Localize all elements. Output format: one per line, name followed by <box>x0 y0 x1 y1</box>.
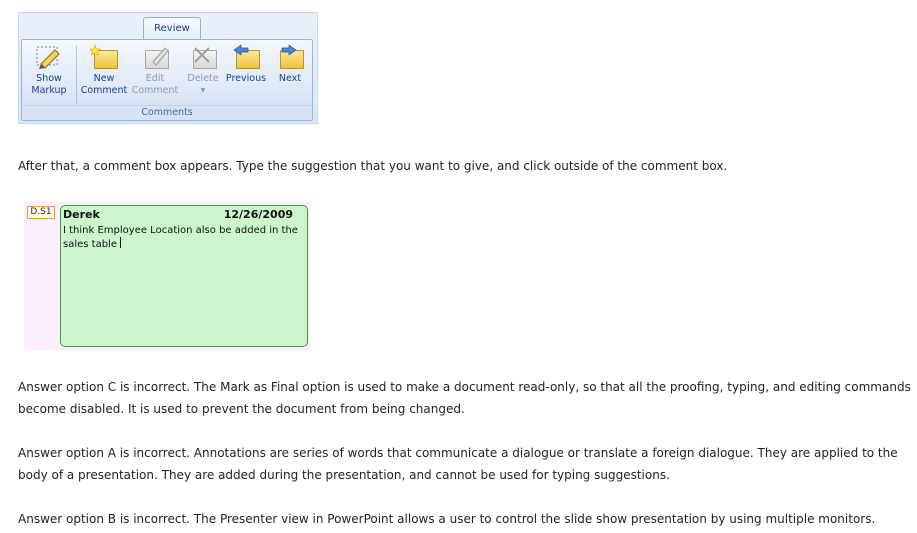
next-comment-button[interactable] <box>272 44 308 104</box>
previous-comment-button[interactable] <box>224 44 268 104</box>
edit-comment-line1: Edit <box>145 73 165 84</box>
tab-review[interactable]: Review <box>143 17 201 39</box>
comment-text: I think Employee Location also be added in the sales table <box>63 225 298 250</box>
comment-marker[interactable]: D.S1 <box>27 206 55 219</box>
ribbon-separator <box>76 46 77 104</box>
delete-line1: Delete <box>187 73 219 84</box>
comment-box[interactable] <box>60 205 308 347</box>
review-ribbon <box>18 12 318 124</box>
show-markup-line2: Markup <box>31 85 67 96</box>
next-line1: Next <box>278 73 302 84</box>
new-comment-line2: Comment <box>80 85 128 96</box>
comments-group-label: Comments <box>22 105 312 120</box>
edit-comment-icon <box>141 44 169 70</box>
comment-text-wrapper[interactable] <box>63 224 303 251</box>
edit-comment-button[interactable] <box>130 44 180 104</box>
delete-comment-icon <box>189 44 217 70</box>
delete-dropdown-icon[interactable]: ▾ <box>200 85 206 96</box>
comment-author: Derek <box>63 208 100 221</box>
edit-comment-line2: Comment <box>131 85 179 96</box>
next-comment-icon <box>276 44 304 70</box>
new-comment-button[interactable] <box>80 44 128 104</box>
answer-b-explanation: Answer option B is incorrect. The Presenter view in PowerPoint allows a user to control the slide show presentation by using multiple monitors. <box>18 512 876 526</box>
comment-example <box>24 202 310 350</box>
pen-markup-icon <box>35 44 63 70</box>
new-comment-line1: New <box>93 73 115 84</box>
text-cursor <box>120 237 121 248</box>
delete-comment-button[interactable] <box>182 44 224 104</box>
previous-comment-icon <box>232 44 260 70</box>
answer-c-explanation: Answer option C is incorrect. The Mark as Final option is used to make a document read-only, so that all the proofing, typing, and editing commands become disabled. It is used to prevent the document from being changed. <box>18 380 911 416</box>
comments-group <box>21 39 313 121</box>
previous-line1: Previous <box>225 73 267 84</box>
show-markup-button[interactable] <box>24 44 74 104</box>
show-markup-line1: Show <box>36 73 62 84</box>
answer-a-explanation: Answer option A is incorrect. Annotations are series of words that communicate a dialogue or translate a foreign dialogue. They are applied to the body of a presentation. They are added during the presentation, and cannot be used for typing suggestions. <box>18 446 898 482</box>
instruction-text: After that, a comment box appears. Type the suggestion that you want to give, and click outside of the comment box. <box>18 159 728 173</box>
comment-date: 12/26/2009 <box>223 208 293 221</box>
new-comment-icon <box>90 44 118 70</box>
